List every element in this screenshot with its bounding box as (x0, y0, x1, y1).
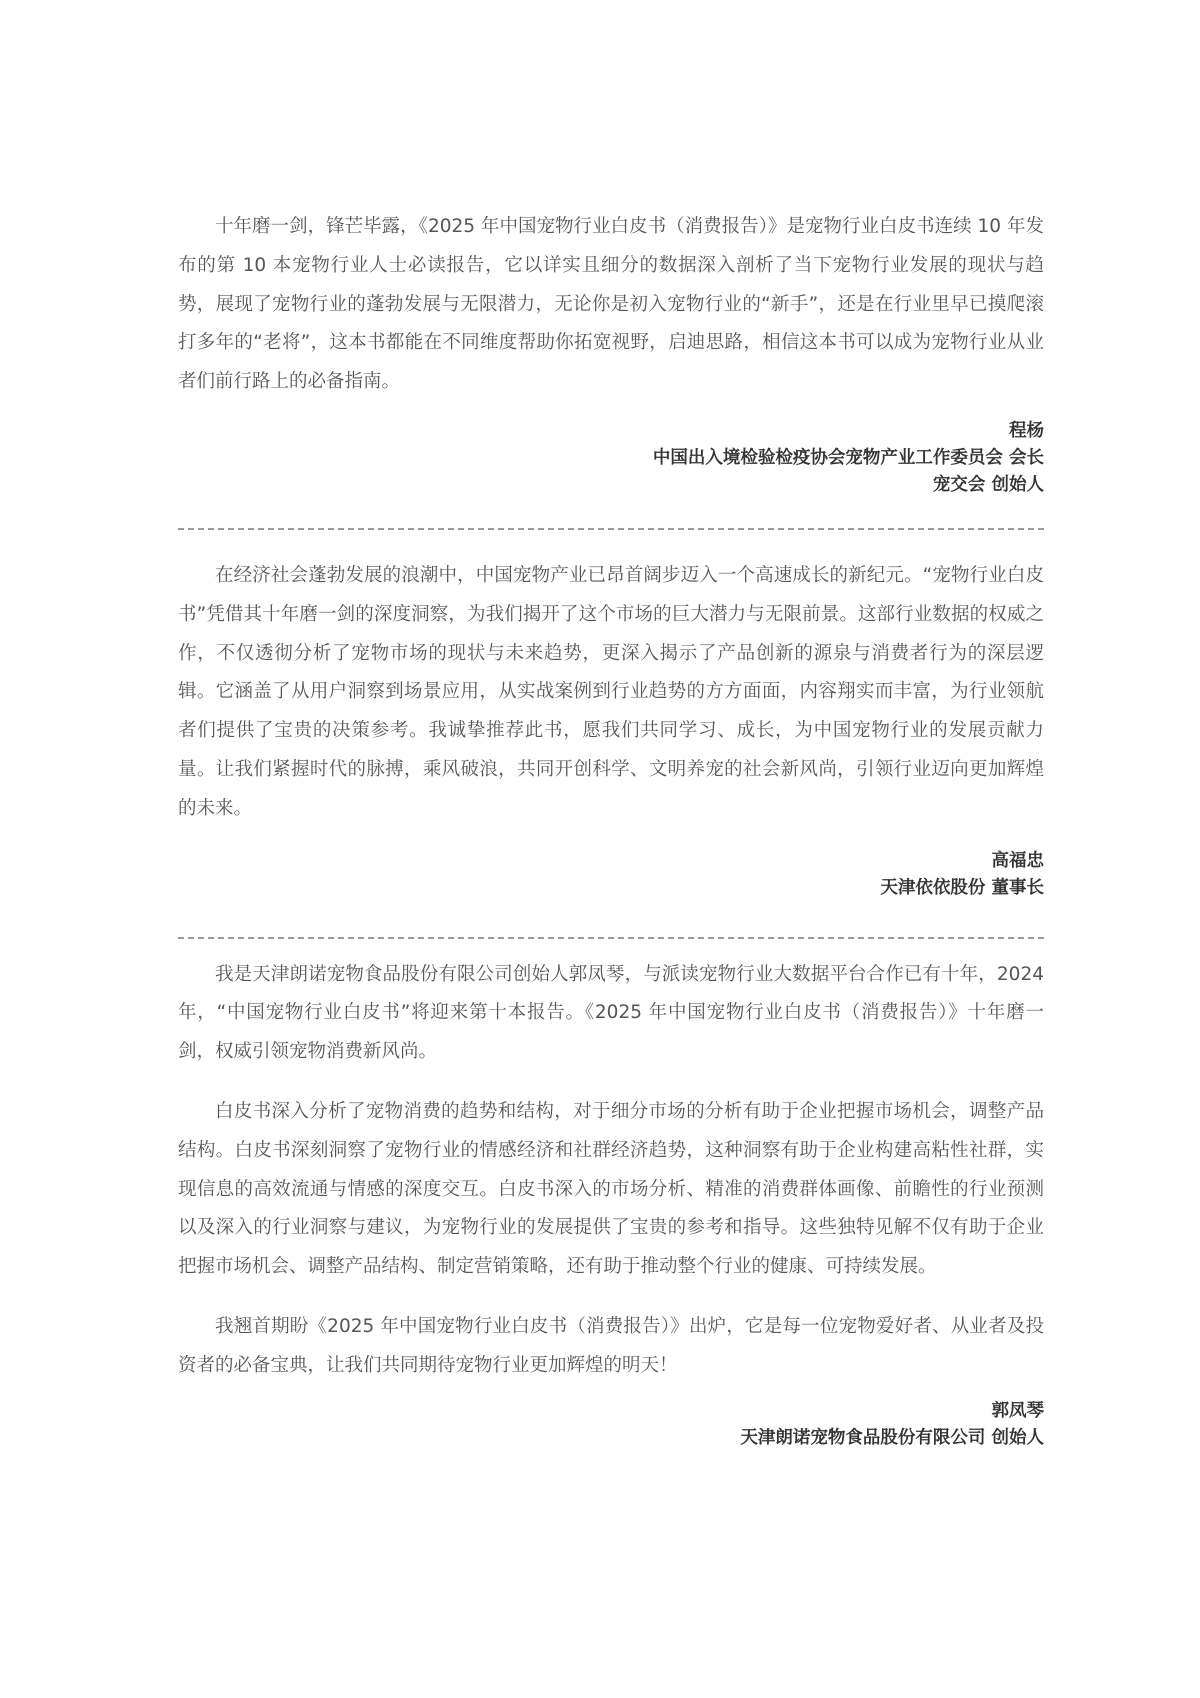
signature-name: 程杨 (1009, 420, 1044, 441)
endorsement-section-1 (178, 208, 1044, 499)
signature-title: 宠交会 创始人 (932, 474, 1044, 495)
dashed-divider (178, 528, 1044, 530)
signature-name: 高福忠 (991, 850, 1044, 871)
signature-block (178, 1398, 1044, 1452)
dashed-divider (178, 937, 1044, 939)
signature-block (178, 418, 1044, 499)
signature-name: 郭凤琴 (991, 1400, 1044, 1421)
endorsement-paragraph: 在经济社会蓬勃发展的浪潮中，中国宠物产业已昂首阔步迈入一个高速成长的新纪元。“宠物行业白皮书”凭借其十年磨一剑的深度洞察，为我们揭开了这个市场的巨大潜力与无限前景。这部行业数据的权威之作，不仅透彻分析了宠物市场的现状与未来趋势，更深入揭示了产品创新的源泉与消费者行为的深层逻辑。它涵盖了从用户洞察到场景应用，从实战案例到行业趋势的方方面面，内容翔实而丰富，为行业领航者们提供了宝贵的决策参考。我诚挚推荐此书，愿我们共同学习、成长，为中国宠物行业的发展贡献力量。让我们紧握时代的脉搏，乘风破浪，共同开创科学、文明养宠的社会新风尚，引领行业迈向更加辉煌的未来。 (178, 564, 1044, 819)
endorsement-paragraph: 十年磨一剑，锋芒毕露，《2025 年中国宠物行业白皮书（消费报告）》是宠物行业白皮书连续 10 年发布的第 10 本宠物行业人士必读报告，它以详实且细分的数据深入剖析了当下宠物行业发展的现状与趋势，展现了宠物行业的蓬勃发展与无限潜力，无论你是初入宠物行业的“新手”，还是在行业里早已摸爬滚打多年的“老将”，这本书都能在不同维度帮助你拓宽视野，启迪思路，相信这本书可以成为宠物行业从业者们前行路上的必备指南。 (178, 216, 1044, 393)
signature-title: 天津依依股份 董事长 (880, 877, 1044, 898)
signature-title: 中国出入境检验检疫协会宠物产业工作委员会 会长 (652, 447, 1044, 468)
document-page (178, 208, 1044, 1452)
signature-block (178, 848, 1044, 902)
endorsement-section-2 (178, 557, 1044, 902)
endorsement-section-3 (178, 956, 1044, 1452)
endorsement-paragraph: 白皮书深入分析了宠物消费的趋势和结构，对于细分市场的分析有助于企业把握市场机会，调整产品结构。白皮书深刻洞察了宠物行业的情感经济和社群经济趋势，这种洞察有助于企业构建高粘性社群，实现信息的高效流通与情感的深度交互。白皮书深入的市场分析、精准的消费群体画像、前瞻性的行业预测以及深入的行业洞察与建议，为宠物行业的发展提供了宝贵的参考和指导。这些独特见解不仅有助于企业把握市场机会、调整产品结构、制定营销策略，还有助于推动整个行业的健康、可持续发展。 (178, 1100, 1044, 1278)
endorsement-paragraph: 我翘首期盼《2025 年中国宠物行业白皮书（消费报告）》出炉，它是每一位宠物爱好者、从业者及投资者的必备宝典，让我们共同期待宠物行业更加辉煌的明天！ (178, 1315, 1044, 1376)
signature-title: 天津朗诺宠物食品股份有限公司 创始人 (740, 1427, 1044, 1448)
endorsement-paragraph: 我是天津朗诺宠物食品股份有限公司创始人郭凤琴，与派读宠物行业大数据平台合作已有十年，2024 年，“中国宠物行业白皮书”将迎来第十本报告。《2025 年中国宠物行业白皮书（消费报告）》十年磨一剑，权威引领宠物消费新风尚。 (178, 963, 1044, 1063)
